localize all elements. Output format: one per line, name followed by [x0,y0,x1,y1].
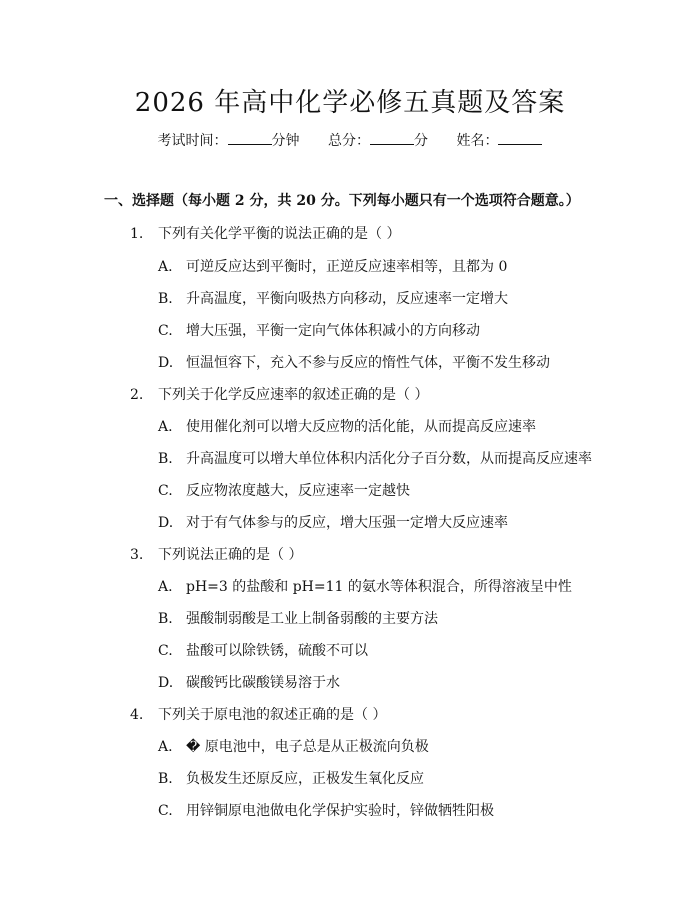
student-name-label: 姓名： [456,133,499,149]
option-letter: B. [158,771,173,787]
question-4 [130,704,386,724]
option-letter: C. [158,483,173,499]
section-heading-multiple-choice: 一、选择题（每小题 2 分，共 20 分。下列每小题只有一个选项符合题意。） [104,193,580,209]
option-letter: C. [158,643,173,659]
question-stem: 下列说法正确的是（ ） [158,547,303,563]
question-3 [130,544,302,564]
total-score-label: 总分： [328,133,370,149]
total-score-group [328,130,428,150]
question-3-option-c [158,640,368,660]
question-1-option-b [158,288,508,308]
option-text: 负极发生还原反应，正极发生氧化反应 [186,771,424,787]
option-text: 可逆反应达到平衡时，正逆反应速率相等，且都为 0 [186,259,508,275]
question-4-option-a [158,736,429,756]
question-2-option-a [158,416,536,436]
option-letter: A. [158,579,173,595]
option-text: 碳酸钙比碳酸镁易溶于水 [186,675,340,691]
question-4-option-c [158,800,494,820]
question-3-option-b [158,608,438,628]
question-2-option-d [158,512,508,532]
option-letter: B. [158,611,173,627]
total-score-unit: 分 [414,133,428,149]
option-text: 对于有气体参与的反应，增大压强一定增大反应速率 [186,515,508,531]
question-3-option-a [158,576,572,596]
option-text: 强酸制弱酸是工业上制备弱酸的主要方法 [186,611,438,627]
option-text: 用锌铜原电池做电化学保护实验时，锌做牺牲阳极 [186,803,494,819]
question-number: 2. [130,387,144,403]
option-letter: A. [158,739,173,755]
total-score-blank [370,132,414,145]
option-text: � 原电池中，电子总是从正极流向负极 [186,739,429,755]
option-text: 反应物浓度越大，反应速率一定越快 [186,483,410,499]
exam-info-line [0,130,700,150]
option-letter: C. [158,803,173,819]
question-1 [130,223,400,243]
question-1-option-c [158,320,480,340]
question-number: 4. [130,707,144,723]
student-name-blank [498,132,542,145]
question-number: 1. [130,226,144,242]
exam-time-unit: 分钟 [271,133,300,149]
question-4-option-b [158,768,424,788]
option-letter: C. [158,323,173,339]
option-text: 增大压强，平衡一定向气体体积减小的方向移动 [186,323,480,339]
question-1-option-a [158,256,507,276]
question-number: 3. [130,547,144,563]
question-1-option-d [158,352,550,372]
question-2 [130,384,428,404]
question-stem: 下列关于原电池的叙述正确的是（ ） [158,707,387,723]
option-text: pH=3 的盐酸和 pH=11 的氨水等体积混合，所得溶液呈中性 [186,579,572,595]
question-stem: 下列有关化学平衡的说法正确的是（ ） [158,226,401,242]
question-2-option-c [158,480,410,500]
page-title: 2026 年高中化学必修五真题及答案 [134,88,566,118]
option-letter: B. [158,291,173,307]
exam-time-label: 考试时间： [157,133,228,149]
option-text: 盐酸可以除铁锈，硫酸不可以 [186,643,368,659]
option-text: 恒温恒容下，充入不参与反应的惰性气体，平衡不发生移动 [186,355,550,371]
option-text: 使用催化剂可以增大反应物的活化能，从而提高反应速率 [186,419,536,435]
question-3-option-d [158,672,340,692]
option-text: 升高温度，平衡向吸热方向移动，反应速率一定增大 [186,291,508,307]
student-name-group [456,130,542,150]
option-letter: B. [158,451,173,467]
question-stem: 下列关于化学反应速率的叙述正确的是（ ） [158,387,429,403]
option-letter: D. [158,515,174,531]
exam-time-group [158,130,300,150]
option-letter: A. [158,259,173,275]
option-letter: D. [158,675,174,691]
option-letter: D. [158,355,174,371]
option-letter: A. [158,419,173,435]
option-text: 升高温度可以增大单位体积内活化分子百分数，从而提高反应速率 [186,451,592,467]
question-2-option-b [158,448,592,468]
exam-time-blank [228,132,272,145]
